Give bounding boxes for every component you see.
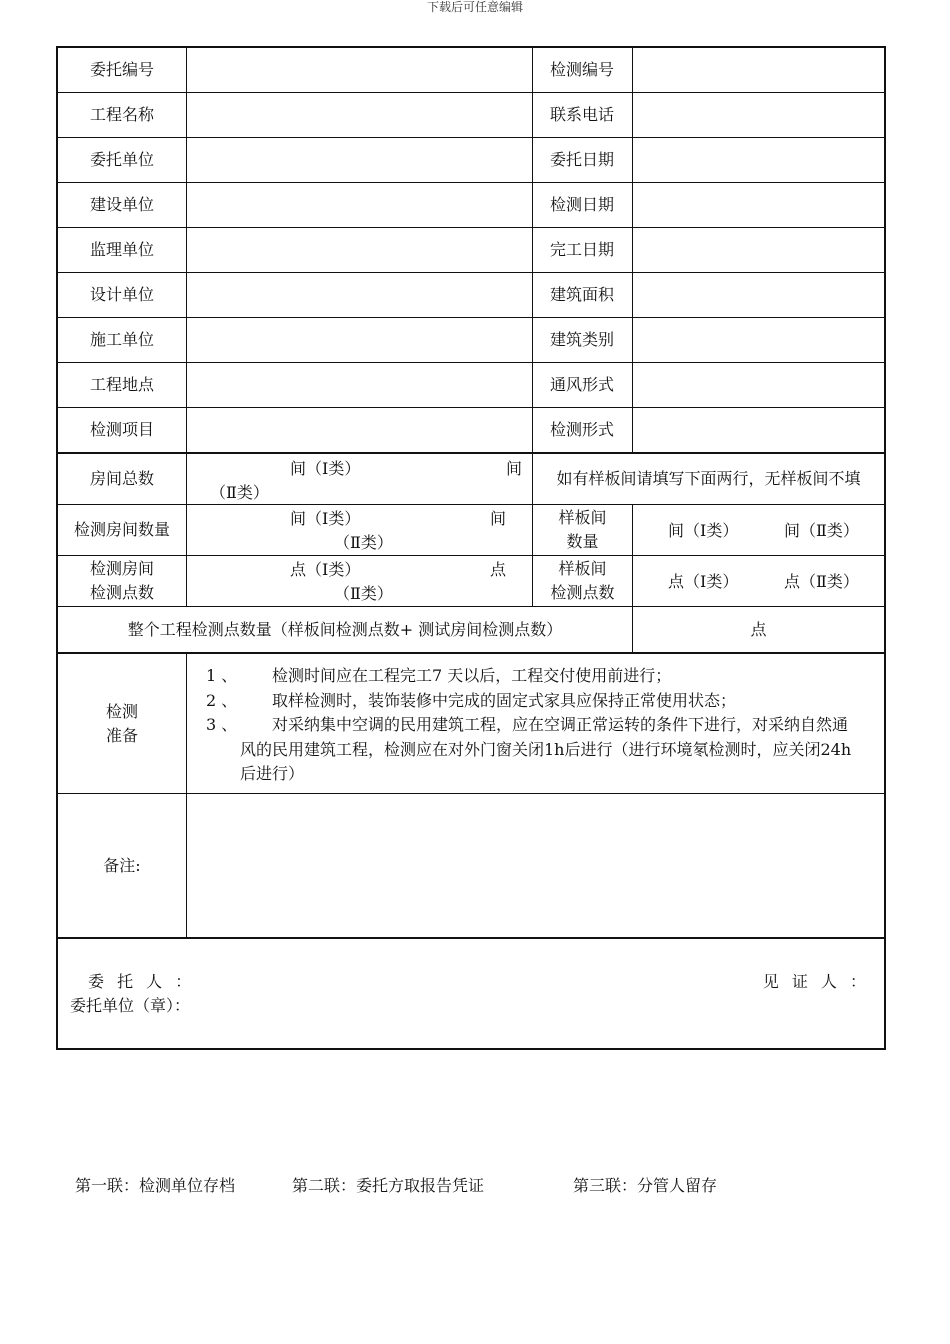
- preparation-item-continued: 风的民用建筑工程，检测应在对外门窗关闭1h后进行（进行环境氡检测时，应关闭24h: [240, 739, 852, 759]
- label-building-category: 建筑类别: [549, 330, 614, 349]
- label-test-item: 检测项目: [89, 420, 154, 439]
- label-phone: 联系电话: [549, 105, 614, 124]
- item-text: 取样检测时，装饰装修中完成的固定式家具应保持正常使用状态；: [272, 690, 737, 710]
- point-count-unit: 点: [490, 560, 507, 579]
- sample-room-count-line2: 数量: [566, 532, 599, 551]
- room-count-class1: 间（Ⅰ类）: [290, 509, 361, 528]
- label-construction-unit: 建设单位: [89, 195, 154, 214]
- sample-room-count-line1: 样板间: [558, 508, 607, 527]
- room-count-unit: 间: [490, 509, 507, 528]
- item-text: 检测时间应在工程完工7 天以后，工程交付使用前进行；: [272, 666, 672, 685]
- preparation-item-continued: 后进行）: [240, 764, 305, 783]
- label-room-total: 房间总数: [89, 469, 154, 488]
- total-points-unit: 点: [750, 619, 767, 639]
- download-note: 下载后可任意编辑: [426, 0, 523, 14]
- preparation-item: [206, 664, 851, 689]
- room-count-class2: （Ⅱ类）: [334, 533, 393, 552]
- sample-room-note: 如有样板间请填写下面两行，无样板间不填: [556, 469, 861, 488]
- witness-signature-label: 见 证 人 ：: [762, 972, 870, 991]
- label-entrust-no: 委托编号: [89, 60, 154, 79]
- footer-copy-1: 第一联：检测单位存档: [75, 1176, 236, 1195]
- label-total-points: 整个工程检测点数量（样板间检测点数+ 测试房间检测点数）: [127, 619, 563, 639]
- label-test-room-points: [58, 556, 186, 606]
- label-builder-unit: 施工单位: [89, 330, 154, 349]
- label-test-preparation: [58, 654, 186, 793]
- point-count-class2: （Ⅱ类）: [334, 584, 393, 603]
- preparation-item: [206, 689, 851, 714]
- sample-room-class1: 间（Ⅰ类）: [668, 521, 739, 540]
- client-unit-seal-label: 委托单位（章）：: [70, 996, 191, 1015]
- column-divider: [186, 48, 187, 606]
- sample-room-class2: 间（Ⅱ类）: [784, 521, 859, 540]
- client-signature-label: 委 托 人 ：: [88, 972, 196, 991]
- label-test-no: 检测编号: [549, 60, 614, 79]
- label-sample-room-points: [533, 556, 632, 606]
- label-remarks: 备注:: [103, 855, 141, 875]
- item-text: 对采纳集中空调的民用建筑工程，应在空调正常运转的条件下进行，对采纳自然通: [272, 715, 849, 734]
- preparation-item: [206, 713, 851, 738]
- preparation-notes: [206, 664, 851, 787]
- label-test-form: 检测形式: [549, 420, 614, 439]
- preparation-label-line2: 准备: [105, 725, 138, 745]
- label-supervision-unit: 监理单位: [89, 240, 154, 259]
- column-divider: [632, 48, 633, 452]
- item-number: 2 、: [206, 690, 238, 710]
- item-number: 3 、: [206, 715, 238, 734]
- preparation-label-line1: 检测: [105, 701, 138, 721]
- item-number: 1 、: [206, 666, 238, 685]
- test-room-points-line1: 检测房间: [89, 559, 154, 578]
- footer-copy-2: 第二联：委托方取报告凭证: [292, 1176, 485, 1195]
- room-total-class2: （Ⅱ类）: [210, 483, 269, 502]
- label-completion-date: 完工日期: [549, 240, 614, 259]
- sample-point-class1: 点（Ⅰ类）: [668, 572, 739, 591]
- remarks-field[interactable]: [187, 794, 884, 937]
- sample-room-points-line1: 样板间: [558, 559, 607, 578]
- label-entrust-unit: 委托单位: [89, 150, 154, 169]
- inspection-entrust-form: [56, 46, 886, 1050]
- label-test-date: 检测日期: [549, 195, 614, 214]
- label-entrust-date: 委托日期: [549, 150, 614, 169]
- room-total-class1: 间（Ⅰ类）: [290, 459, 361, 478]
- label-sample-room-count: [533, 505, 632, 555]
- label-ventilation-type: 通风形式: [549, 375, 614, 394]
- label-test-room-count: 检测房间数量: [73, 520, 170, 539]
- section-divider: [58, 937, 884, 939]
- footer-copy-3: 第三联：分管人留存: [573, 1176, 718, 1195]
- label-project-name: 工程名称: [89, 105, 154, 124]
- test-room-points-line2: 检测点数: [89, 583, 154, 602]
- sample-room-points-line2: 检测点数: [550, 583, 615, 602]
- point-count-class1: 点（Ⅰ类）: [290, 560, 361, 579]
- sample-point-class2: 点（Ⅱ类）: [784, 572, 859, 591]
- label-floor-area: 建筑面积: [549, 285, 614, 304]
- room-total-unit: 间: [506, 459, 523, 478]
- label-project-location: 工程地点: [89, 375, 154, 394]
- label-design-unit: 设计单位: [89, 285, 154, 304]
